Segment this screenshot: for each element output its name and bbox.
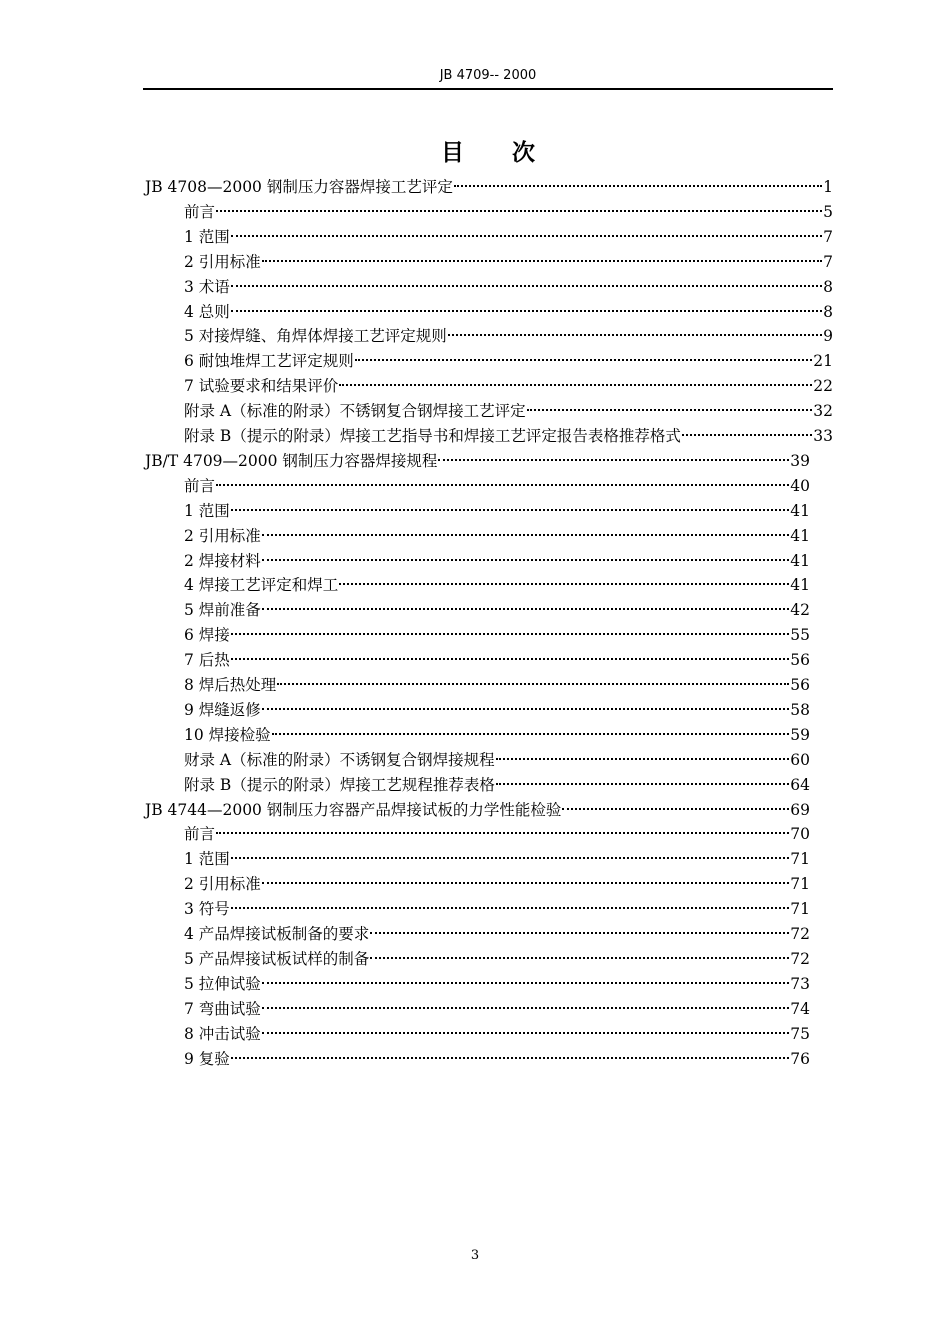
toc-entry[interactable]	[184, 972, 810, 997]
dot-leader	[339, 583, 789, 585]
toc-entry-label: 3 符号	[184, 900, 230, 918]
dot-leader	[370, 932, 789, 934]
toc-entry[interactable]	[184, 349, 833, 374]
toc-entry-label: 2 焊接材料	[184, 552, 261, 570]
toc-entry[interactable]	[184, 225, 833, 250]
toc-entry[interactable]	[184, 1047, 810, 1072]
dot-leader	[496, 783, 789, 785]
toc-entry[interactable]	[184, 573, 810, 598]
toc-entry-page: 21	[813, 352, 833, 370]
toc-section-entry[interactable]	[145, 798, 810, 823]
toc-entry-page: 5	[823, 203, 833, 221]
toc-entry-label: 5 焊前准备	[184, 601, 261, 619]
dot-leader	[272, 733, 790, 735]
dot-leader	[216, 484, 789, 486]
toc-entry-label: 5 对接焊缝、角焊体焊接工艺评定规则	[184, 327, 447, 345]
toc-entry-page: 71	[790, 875, 810, 893]
toc-entry[interactable]	[184, 1022, 810, 1047]
toc-entry-label: 附录 B（提示的附录）焊接工艺规程推荐表格	[184, 776, 495, 794]
toc-entry[interactable]	[184, 723, 810, 748]
toc-entry-label: 2 引用标准	[184, 253, 261, 271]
toc-entry[interactable]	[184, 524, 810, 549]
toc-entry-label: 6 耐蚀堆焊工艺评定规则	[184, 352, 354, 370]
toc-entry[interactable]	[184, 250, 833, 275]
dot-leader	[682, 434, 812, 436]
dot-leader	[277, 683, 789, 685]
toc-entry-page: 41	[790, 502, 810, 520]
dot-leader	[262, 1007, 789, 1009]
toc-entry-label: 4 总则	[184, 303, 230, 321]
toc-entry[interactable]	[184, 474, 810, 499]
dot-leader	[216, 832, 789, 834]
toc-entry-page: 1	[823, 178, 833, 196]
page-number: 3	[470, 1248, 480, 1263]
toc-entry[interactable]	[184, 673, 810, 698]
toc-entry-label: 7 后热	[184, 651, 230, 669]
dot-leader	[262, 882, 789, 884]
dot-leader	[262, 559, 789, 561]
toc-entry-page: 64	[790, 776, 810, 794]
toc-entry-page: 8	[823, 278, 833, 296]
toc-entry-page: 71	[790, 900, 810, 918]
toc-entry-page: 39	[790, 452, 810, 470]
toc-entry[interactable]	[184, 773, 810, 798]
toc-entry[interactable]	[184, 947, 810, 972]
toc-entry-page: 8	[823, 303, 833, 321]
toc-entry-label: 10 焊接检验	[184, 726, 271, 744]
running-header: JB 4709-- 2000	[439, 68, 537, 83]
toc-entry-label: 前言	[184, 825, 216, 843]
toc-entry-page: 69	[790, 801, 810, 819]
toc-entry-label: 4 焊接工艺评定和焊工	[184, 576, 339, 594]
toc-entry-label: 3 术语	[184, 278, 230, 296]
dot-leader	[438, 459, 789, 461]
toc-entry[interactable]	[184, 698, 810, 723]
toc-entry-page: 73	[790, 975, 810, 993]
toc-entry-page: 41	[790, 552, 810, 570]
toc-entry-page: 71	[790, 850, 810, 868]
toc-entry-page: 7	[823, 228, 833, 246]
toc-entry[interactable]	[184, 748, 810, 773]
dot-leader	[370, 957, 789, 959]
toc-entry-page: 55	[790, 626, 810, 644]
toc-entry-label: 9 焊缝返修	[184, 701, 261, 719]
dot-leader	[231, 857, 789, 859]
toc-entry-label: JB/T 4709—2000 钢制压力容器焊接规程	[145, 452, 438, 470]
dot-leader	[216, 210, 822, 212]
toc-entry[interactable]	[184, 997, 810, 1022]
dot-leader	[262, 534, 789, 536]
toc-entry[interactable]	[184, 275, 833, 300]
toc-entry-page: 22	[813, 377, 833, 395]
toc-entry-label: 5 产品焊接试板试样的制备	[184, 950, 370, 968]
header-divider	[143, 88, 833, 90]
dot-leader	[262, 1032, 789, 1034]
dot-leader	[262, 608, 789, 610]
dot-leader	[231, 633, 789, 635]
toc-entry[interactable]	[184, 648, 810, 673]
toc-entry[interactable]	[184, 922, 810, 947]
dot-leader	[262, 708, 789, 710]
dot-leader	[454, 185, 822, 187]
toc-entry-page: 60	[790, 751, 810, 769]
toc-entry[interactable]	[184, 200, 833, 225]
dot-leader	[562, 808, 789, 810]
toc-entry[interactable]	[184, 822, 810, 847]
toc-entry[interactable]	[184, 897, 810, 922]
toc-entry-label: 附录 A（标准的附录）不锈钢复合钢焊接工艺评定	[184, 402, 526, 420]
toc-entry[interactable]	[184, 324, 833, 349]
toc-section-entry[interactable]	[145, 449, 810, 474]
toc-entry-label: 7 弯曲试验	[184, 1000, 261, 1018]
toc-entry-label: 1 范围	[184, 228, 230, 246]
toc-entry-page: 9	[823, 327, 833, 345]
toc-entry-page: 74	[790, 1000, 810, 1018]
toc-entry-label: 6 焊接	[184, 626, 230, 644]
toc-entry-label: 2 引用标准	[184, 875, 261, 893]
dot-leader	[231, 235, 822, 237]
toc-entry[interactable]	[184, 623, 810, 648]
toc-entry-page: 58	[790, 701, 810, 719]
dot-leader	[262, 982, 789, 984]
toc-entry-page: 41	[790, 576, 810, 594]
dot-leader	[355, 359, 812, 361]
dot-leader	[339, 384, 812, 386]
toc-entry-label: 5 拉伸试验	[184, 975, 261, 993]
toc-entry-label: 1 范围	[184, 850, 230, 868]
dot-leader	[231, 658, 789, 660]
toc-entry-page: 56	[790, 676, 810, 694]
toc-entry-page: 7	[823, 253, 833, 271]
toc-entry-page: 32	[813, 402, 833, 420]
toc-entry[interactable]	[184, 424, 833, 449]
toc-entry-page: 56	[790, 651, 810, 669]
toc-entry-page: 41	[790, 527, 810, 545]
toc-entry[interactable]	[184, 872, 810, 897]
toc-entry-page: 42	[790, 601, 810, 619]
toc-entry-label: 前言	[184, 203, 216, 221]
toc-entry-page: 72	[790, 950, 810, 968]
toc-entry[interactable]	[184, 499, 810, 524]
toc-entry-page: 75	[790, 1025, 810, 1043]
toc-entry[interactable]	[184, 399, 833, 424]
toc-entry[interactable]	[184, 374, 833, 399]
page-title: 目次	[441, 140, 583, 166]
toc-entry-label: 8 冲击试验	[184, 1025, 261, 1043]
dot-leader	[231, 907, 789, 909]
dot-leader	[448, 334, 822, 336]
toc-entry-page: 59	[790, 726, 810, 744]
toc-entry-label: 前言	[184, 477, 216, 495]
toc-entry-label: 8 焊后热处理	[184, 676, 277, 694]
toc-entry-label: 附录 B（提示的附录）焊接工艺指导书和焊接工艺评定报告表格推荐格式	[184, 427, 681, 445]
toc-entry-page: 76	[790, 1050, 810, 1068]
toc-section-entry[interactable]	[145, 175, 833, 200]
toc-entry-label: 财录 A（标准的附录）不诱钢复合钢焊接规程	[184, 751, 495, 769]
toc-entry-label: 9 复验	[184, 1050, 230, 1068]
toc-entry-page: 33	[813, 427, 833, 445]
toc-entry[interactable]	[184, 549, 810, 574]
toc-entry-page: 72	[790, 925, 810, 943]
toc-entry[interactable]	[184, 598, 810, 623]
toc-entry-page: 40	[790, 477, 810, 495]
dot-leader	[496, 758, 790, 760]
toc-entry[interactable]	[184, 847, 810, 872]
dot-leader	[231, 509, 789, 511]
dot-leader	[262, 260, 822, 262]
toc-entry-label: 1 范围	[184, 502, 230, 520]
dot-leader	[231, 285, 822, 287]
toc-entry-page: 70	[790, 825, 810, 843]
toc-entry-label: JB 4708—2000 钢制压力容器焊接工艺评定	[145, 178, 453, 196]
dot-leader	[527, 409, 813, 411]
toc-entry[interactable]	[184, 300, 833, 325]
toc-entry-label: 2 引用标准	[184, 527, 261, 545]
dot-leader	[231, 310, 822, 312]
toc-entry-label: 7 试验要求和结果评价	[184, 377, 339, 395]
toc-entry-label: 4 产品焊接试板制备的要求	[184, 925, 370, 943]
toc-entry-label: JB 4744—2000 钢制压力容器产品焊接试板的力学性能检验	[145, 801, 562, 819]
dot-leader	[231, 1057, 789, 1059]
